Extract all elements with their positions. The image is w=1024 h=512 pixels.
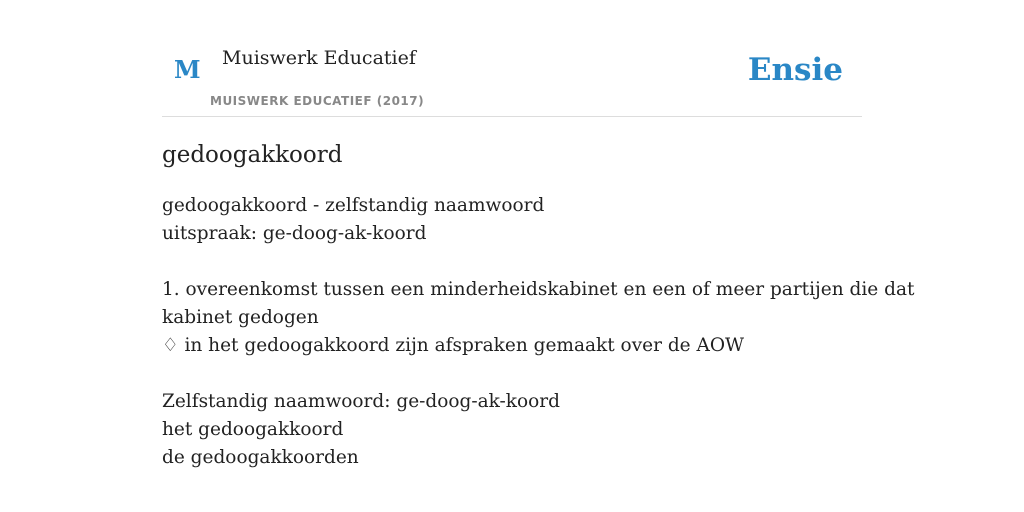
definition-line: 1. overeenkomst tussen een minderheidskabinet en een of meer partijen die dat xyxy=(162,279,915,300)
entry-body xyxy=(162,192,915,472)
grammar-heading: Zelfstandig naamwoord: ge-doog-ak-koord xyxy=(162,391,560,412)
word-type-line: gedoogakkoord - zelfstandig naamwoord xyxy=(162,195,545,216)
source-subtitle: MUISWERK EDUCATIEF (2017) xyxy=(210,94,425,108)
spacer xyxy=(162,248,862,276)
page-title: gedoogakkoord xyxy=(162,142,343,168)
definition-line-continued: kabinet gedogen xyxy=(162,307,319,328)
singular-form: het gedoogakkoord xyxy=(162,419,344,440)
plural-form: de gedoogakkoorden xyxy=(162,447,359,468)
source-header xyxy=(162,0,862,117)
brand-logo[interactable]: Ensie xyxy=(747,52,843,88)
pronunciation-line: uitspraak: ge-doog-ak-koord xyxy=(162,223,427,244)
spacer xyxy=(162,360,862,388)
source-logo[interactable]: M xyxy=(174,55,201,84)
example-line: ♢ in het gedoogakkoord zijn afspraken gemaakt over de AOW xyxy=(162,335,745,356)
source-name-link[interactable]: Muiswerk Educatief xyxy=(222,47,416,69)
